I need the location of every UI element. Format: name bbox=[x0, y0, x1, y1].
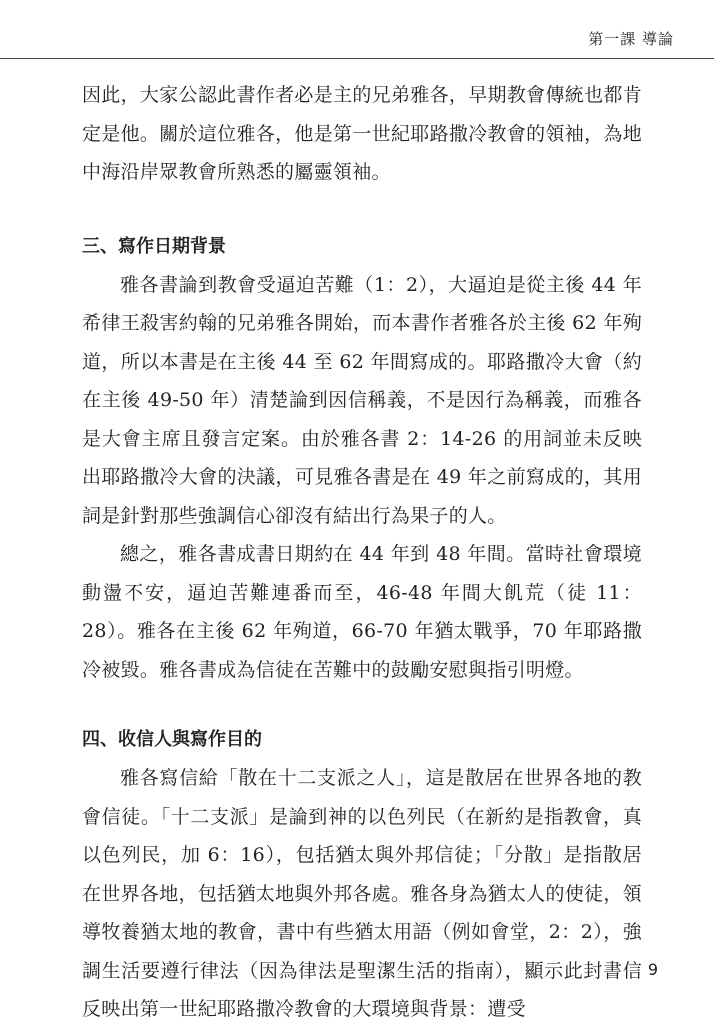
intro-paragraph: 因此，大家公認此書作者必是主的兄弟雅各，早期教會傳統也都肯定是他。關於這位雅各，他是第一世紀耶路撒冷教會的領袖，為地中海沿岸眾教會所熟悉的屬靈領袖。 bbox=[82, 84, 642, 183]
section-spacer bbox=[82, 689, 642, 721]
section-spacer bbox=[82, 192, 642, 228]
date-paragraph-2: 總之，雅各書成書日期約在 44 年到 48 年間。當時社會環境動盪不安，逼迫苦難連番而至，46-48 年間大飢荒（徒 11：28）。雅各在主後 62 年殉道，66-70 年猶太戰爭，70 年耶路撒冷被毀。雅各書成為信徒在苦難中的鼓勵安慰與指引明燈。 bbox=[82, 543, 642, 681]
running-header: 第一課 導論 bbox=[588, 30, 674, 48]
header-rule bbox=[0, 58, 714, 59]
recipients-paragraph-1: 雅各寫信給「散在十二支派之人」，這是散居在世界各地的教會信徒。「十二支派」是論到神的以色列民（在新約是指教會，真以色列民，加 6：16），包括猶太與外邦信徒；「分散」是指散居在世界各地，包括猶太地與外邦各處。雅各身為猶太人的使徒，領導牧養猶太地的教會，書中有些猶太用語（例如會堂，2：2），強調生活要遵行律法（因為律法是聖潔生活的指南），顯示此封書信反映出第一世紀耶路撒冷教會的大環境與背景：遭受 bbox=[82, 767, 642, 1020]
page-content bbox=[82, 76, 642, 1029]
section-heading-recipients: 四、收信人與寫作目的 bbox=[82, 729, 262, 750]
date-paragraph-1: 雅各書論到教會受逼迫苦難（1：2），大逼迫是從主後 44 年希律王殺害約翰的兄弟雅各開始，而本書作者雅各於主後 62 年殉道，所以本書是在主後 44 至 62 年間寫成的。耶路撒冷大會（約在主後 49-50 年）清楚論到因信稱義，不是因行為稱義，而雅各是大會主席且發言定案。由於雅各書 2：14-26 的用詞並未反映出耶路撒冷大會的決議，可見雅各書是在 49 年之前寫成的，其用詞是針對那些強調信心卻沒有結出行為果子的人。 bbox=[82, 273, 642, 527]
page-number: 9 bbox=[647, 960, 658, 979]
section-heading-date: 三、寫作日期背景 bbox=[82, 235, 226, 257]
